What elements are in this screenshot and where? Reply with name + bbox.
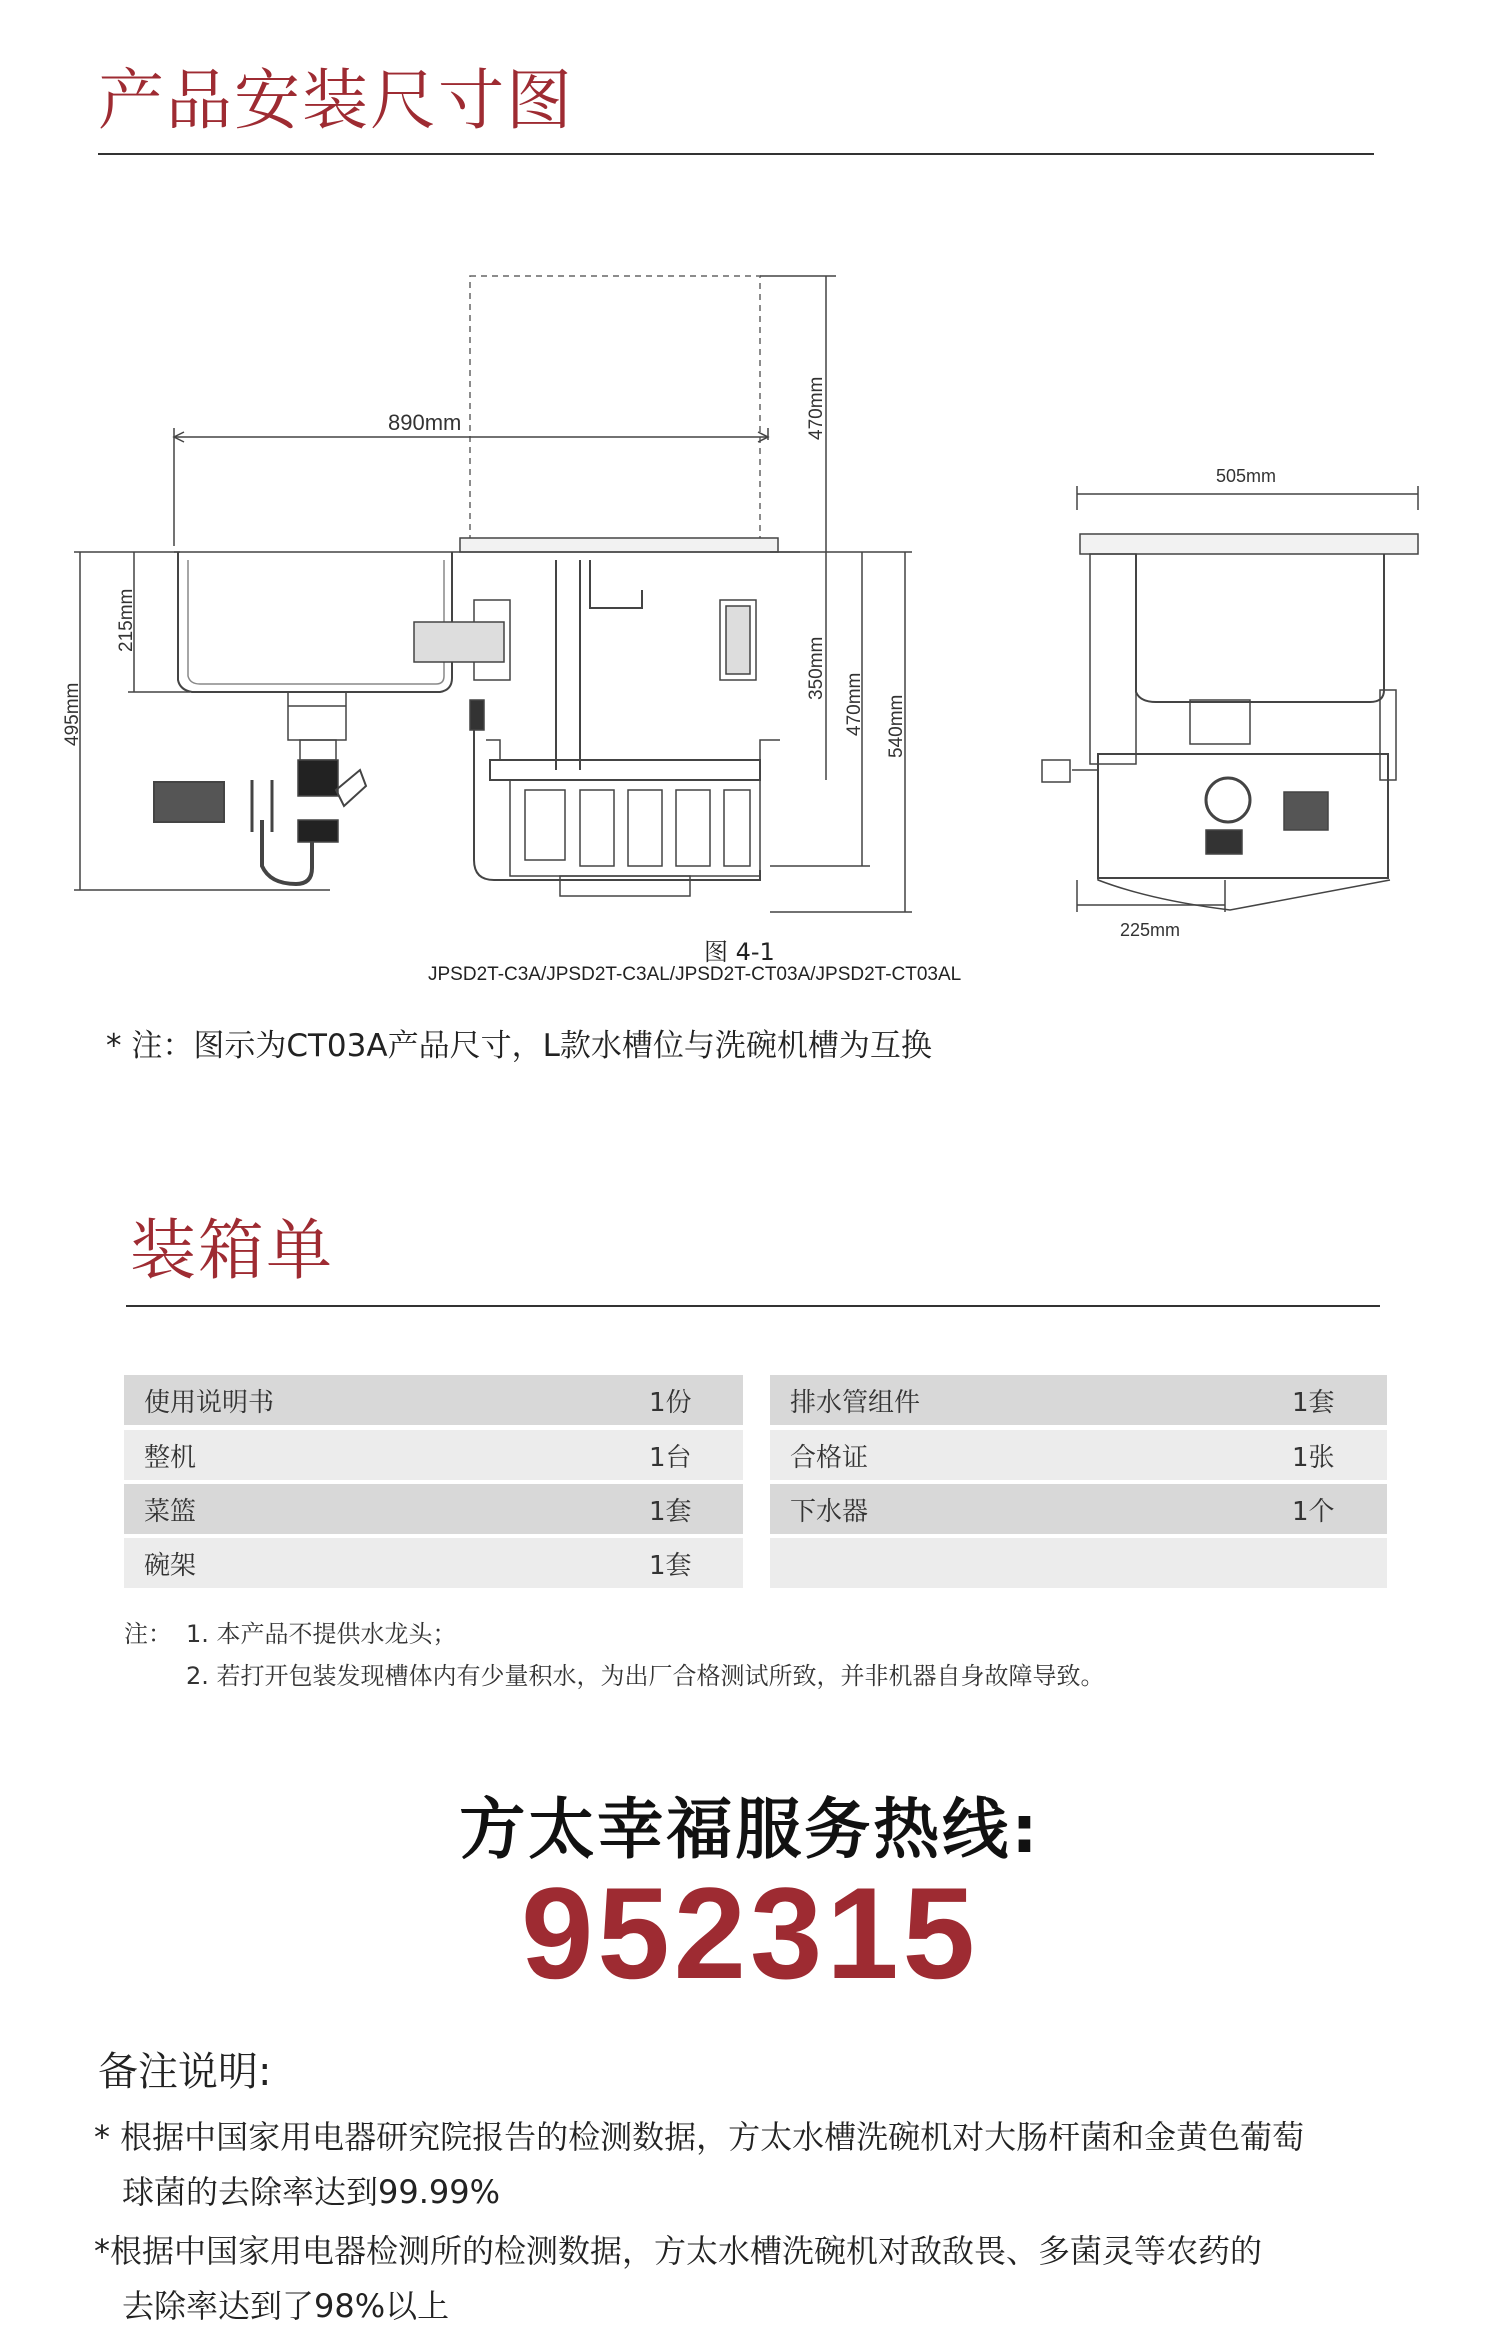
packing-item-qty: 1台 bbox=[649, 1442, 692, 1473]
remark-1-line-1: * 根据中国家用电器研究院报告的检测数据，方太水槽洗碗机对大肠杆菌和金黄色葡萄 bbox=[94, 2118, 1305, 2156]
dim-225: 225mm bbox=[1120, 920, 1181, 940]
packing-item-name: 下水器 bbox=[790, 1496, 869, 1527]
model-list: JPSD2T-C3A/JPSD2T-C3AL/JPSD2T-CT03A/JPSD2T-CT03AL bbox=[428, 964, 962, 985]
figure-caption: 图 4-1 bbox=[704, 938, 775, 966]
packing-item-name: 排水管组件 bbox=[790, 1387, 921, 1418]
packing-right-row-3 bbox=[770, 1484, 1387, 1534]
packing-item-qty: 1套 bbox=[649, 1550, 692, 1581]
install-section-title: 产品安装尺寸图 bbox=[98, 62, 574, 139]
packing-item-qty: 1套 bbox=[649, 1496, 692, 1527]
packing-note-label: 注： bbox=[124, 1620, 172, 1648]
installation-drawing bbox=[0, 260, 1500, 1000]
packing-note-2: 2. 若打开包装发现槽体内有少量积水，为出厂合格测试所致，并非机器自身故障导致。 bbox=[186, 1662, 1105, 1690]
packing-item-name: 碗架 bbox=[144, 1550, 197, 1581]
dim-215: 215mm bbox=[116, 588, 137, 652]
packing-right-row-4 bbox=[770, 1538, 1387, 1588]
packing-item-qty: 1张 bbox=[1292, 1442, 1335, 1473]
packing-item-name: 使用说明书 bbox=[144, 1387, 275, 1418]
dim-470-top: 470mm bbox=[806, 376, 827, 440]
dim-470: 470mm bbox=[844, 672, 865, 736]
dim-505: 505mm bbox=[1216, 466, 1277, 486]
dim-350: 350mm bbox=[806, 636, 827, 700]
packing-right-row-1 bbox=[770, 1375, 1387, 1425]
remark-2-line-2: 去除率达到了98%以上 bbox=[122, 2287, 450, 2325]
install-note: * 注：图示为CT03A产品尺寸，L款水槽位与洗碗机槽为互换 bbox=[106, 1028, 932, 1064]
packing-left-row-1 bbox=[124, 1375, 743, 1425]
packing-right-row-2 bbox=[770, 1430, 1387, 1480]
packing-section-title: 装箱单 bbox=[130, 1212, 334, 1289]
remarks-title: 备注说明: bbox=[98, 2049, 272, 2095]
remark-1-line-2: 球菌的去除率达到99.99% bbox=[122, 2173, 501, 2211]
remark-2-line-1: *根据中国家用电器检测所的检测数据，方太水槽洗碗机对敌敌畏、多菌灵等农药的 bbox=[94, 2232, 1263, 2270]
packing-left-row-3 bbox=[124, 1484, 743, 1534]
packing-item-name: 菜篮 bbox=[144, 1496, 197, 1527]
hotline-label: 方太幸福服务热线: bbox=[459, 1791, 1041, 1868]
packing-left-row-4 bbox=[124, 1538, 743, 1588]
packing-left-row-2 bbox=[124, 1430, 743, 1480]
packing-item-name: 整机 bbox=[144, 1442, 197, 1473]
hotline-number: 952315 bbox=[521, 1860, 979, 2006]
dim-890: 890mm bbox=[388, 410, 462, 435]
install-title-rule bbox=[98, 153, 1374, 155]
dim-495: 495mm bbox=[62, 682, 83, 746]
packing-item-qty: 1个 bbox=[1292, 1496, 1335, 1527]
dim-540: 540mm bbox=[886, 694, 907, 758]
packing-title-rule bbox=[126, 1305, 1380, 1307]
packing-item-qty: 1份 bbox=[649, 1387, 692, 1418]
packing-item-qty: 1套 bbox=[1292, 1387, 1335, 1418]
packing-note-1: 1. 本产品不提供水龙头； bbox=[186, 1620, 457, 1648]
packing-item-name: 合格证 bbox=[790, 1442, 869, 1473]
